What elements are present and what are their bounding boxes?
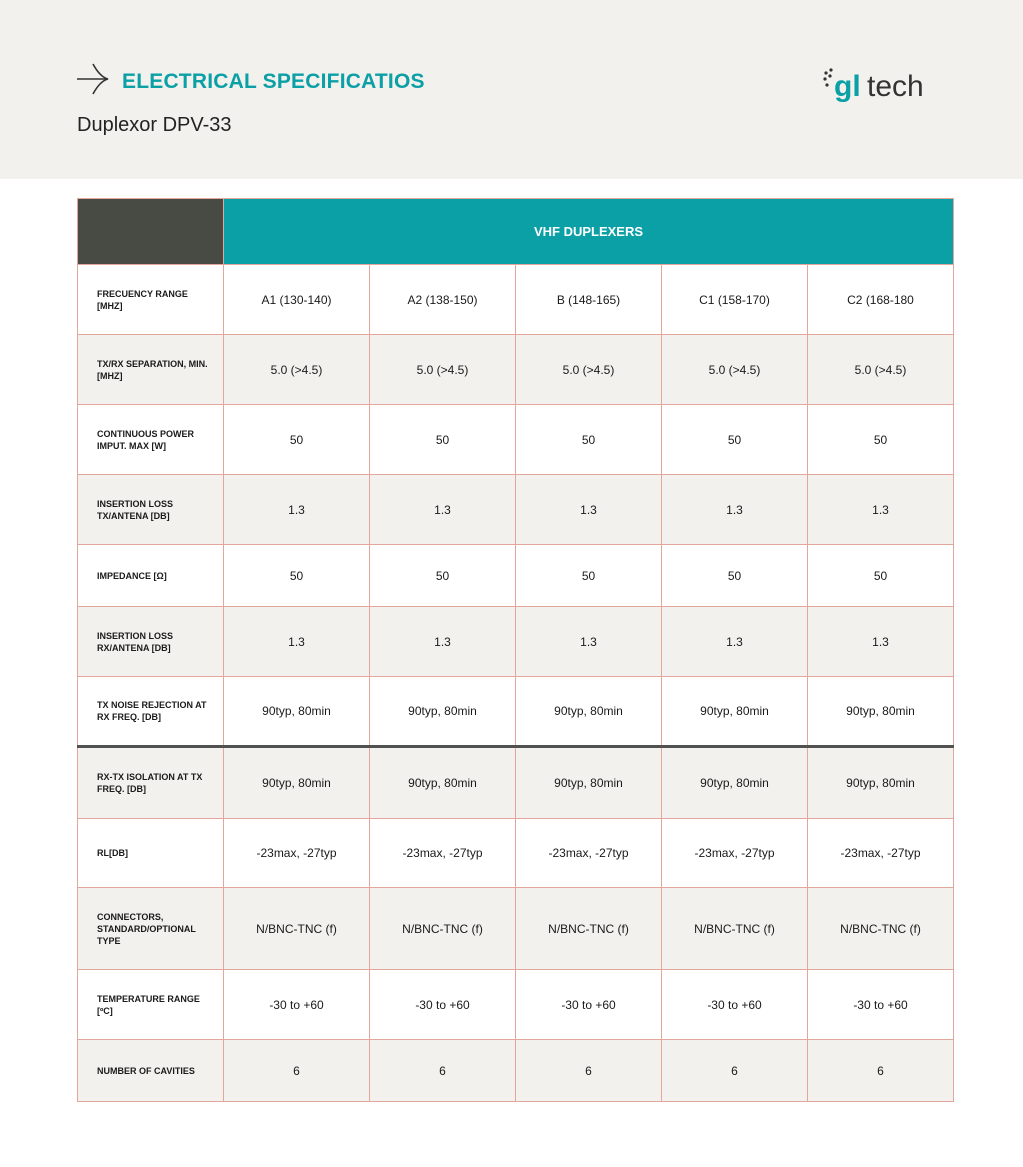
table-cell: 1.3 bbox=[808, 475, 954, 545]
table-cell: -23max, -27typ bbox=[662, 819, 808, 888]
table-row bbox=[78, 677, 954, 747]
row-label: RX-TX ISOLATION AT TX FREQ. [DB] bbox=[78, 747, 224, 819]
table-cell: 1.3 bbox=[808, 607, 954, 677]
table-row bbox=[78, 265, 954, 335]
row-label: CONTINUOUS POWER IMPUT. MAX [W] bbox=[78, 405, 224, 475]
table-row bbox=[78, 819, 954, 888]
table-cell: -23max, -27typ bbox=[516, 819, 662, 888]
table-cell: -23max, -27typ bbox=[370, 819, 516, 888]
page-subtitle: Duplexor DPV-33 bbox=[77, 114, 232, 136]
table-cell: 5.0 (>4.5) bbox=[516, 335, 662, 405]
row-label: INSERTION LOSS TX/ANTENA [DB] bbox=[78, 475, 224, 545]
table-cell: 90typ, 80min bbox=[516, 747, 662, 819]
table-cell: 50 bbox=[370, 405, 516, 475]
row-label: CONNECTORS, STANDARD/OPTIONAL TYPE bbox=[78, 888, 224, 970]
table-cell: 90typ, 80min bbox=[662, 747, 808, 819]
table-cell: 90typ, 80min bbox=[516, 677, 662, 747]
table-cell: -23max, -27typ bbox=[808, 819, 954, 888]
table-row bbox=[78, 970, 954, 1040]
table-cell: B (148-165) bbox=[516, 265, 662, 335]
table-cell: 50 bbox=[662, 405, 808, 475]
brand-logo bbox=[822, 64, 940, 108]
table-cell: -30 to +60 bbox=[224, 970, 370, 1040]
table-cell: 5.0 (>4.5) bbox=[224, 335, 370, 405]
table-cell: 90typ, 80min bbox=[224, 747, 370, 819]
table-cell: N/BNC-TNC (f) bbox=[516, 888, 662, 970]
table-cell: 1.3 bbox=[662, 607, 808, 677]
table-cell: -30 to +60 bbox=[370, 970, 516, 1040]
page-title: ELECTRICAL SPECIFICATIOS bbox=[122, 70, 425, 93]
row-label: TEMPERATURE RANGE [ºC] bbox=[78, 970, 224, 1040]
table-cell: 6 bbox=[808, 1040, 954, 1102]
table-cell: 6 bbox=[370, 1040, 516, 1102]
table-cell: N/BNC-TNC (f) bbox=[370, 888, 516, 970]
table-cell: 50 bbox=[370, 545, 516, 607]
table-cell: 1.3 bbox=[516, 475, 662, 545]
table-cell: 90typ, 80min bbox=[224, 677, 370, 747]
row-label: IMPEDANCE [Ω] bbox=[78, 545, 224, 607]
table-row bbox=[78, 405, 954, 475]
table-cell: N/BNC-TNC (f) bbox=[662, 888, 808, 970]
table-row bbox=[78, 747, 954, 819]
row-label: FRECUENCY RANGE [MHZ] bbox=[78, 265, 224, 335]
table-cell: -23max, -27typ bbox=[224, 819, 370, 888]
table-cell: 6 bbox=[516, 1040, 662, 1102]
arrow-right-icon bbox=[76, 61, 110, 97]
table-cell: 50 bbox=[808, 545, 954, 607]
page-header bbox=[0, 0, 1023, 179]
table-cell: 90typ, 80min bbox=[370, 747, 516, 819]
table-cell: 50 bbox=[662, 545, 808, 607]
table-cell: C2 (168-180 bbox=[808, 265, 954, 335]
table-cell: 90typ, 80min bbox=[808, 747, 954, 819]
table-cell: 90typ, 80min bbox=[370, 677, 516, 747]
table-cell: N/BNC-TNC (f) bbox=[224, 888, 370, 970]
row-label: INSERTION LOSS RX/ANTENA [DB] bbox=[78, 607, 224, 677]
table-cell: 1.3 bbox=[662, 475, 808, 545]
table-cell: 90typ, 80min bbox=[808, 677, 954, 747]
table-cell: 1.3 bbox=[370, 607, 516, 677]
specifications-table bbox=[77, 198, 954, 1102]
table-cell: 1.3 bbox=[370, 475, 516, 545]
table-cell: A2 (138-150) bbox=[370, 265, 516, 335]
table-cell: 5.0 (>4.5) bbox=[370, 335, 516, 405]
table-cell: 1.3 bbox=[224, 475, 370, 545]
table-cell: 50 bbox=[224, 405, 370, 475]
table-cell: -30 to +60 bbox=[662, 970, 808, 1040]
table-cell: 5.0 (>4.5) bbox=[808, 335, 954, 405]
table-cell: 50 bbox=[224, 545, 370, 607]
svg-text:gl: gl bbox=[834, 70, 861, 103]
table-row bbox=[78, 1040, 954, 1102]
row-label: NUMBER OF CAVITIES bbox=[78, 1040, 224, 1102]
row-label: TX NOISE REJECTION AT RX FREQ. [DB] bbox=[78, 677, 224, 747]
row-label: TX/RX SEPARATION, MIN. [MHZ] bbox=[78, 335, 224, 405]
table-cell: -30 to +60 bbox=[516, 970, 662, 1040]
table-cell: 6 bbox=[224, 1040, 370, 1102]
table-row bbox=[78, 888, 954, 970]
table-cell: 1.3 bbox=[516, 607, 662, 677]
row-label: RL[DB] bbox=[78, 819, 224, 888]
table-cell: 50 bbox=[516, 405, 662, 475]
table-row bbox=[78, 475, 954, 545]
table-cell: C1 (158-170) bbox=[662, 265, 808, 335]
table-cell: 90typ, 80min bbox=[662, 677, 808, 747]
table-cell: 50 bbox=[808, 405, 954, 475]
table-cell: A1 (130-140) bbox=[224, 265, 370, 335]
table-cell: 1.3 bbox=[224, 607, 370, 677]
group-header: VHF DUPLEXERS bbox=[224, 199, 954, 265]
table-cell: 50 bbox=[516, 545, 662, 607]
svg-text:tech: tech bbox=[867, 70, 924, 103]
table-cell: N/BNC-TNC (f) bbox=[808, 888, 954, 970]
table-corner-cell bbox=[78, 199, 224, 265]
table-row bbox=[78, 607, 954, 677]
table-cell: -30 to +60 bbox=[808, 970, 954, 1040]
table-cell: 6 bbox=[662, 1040, 808, 1102]
table-row bbox=[78, 545, 954, 607]
table-row bbox=[78, 335, 954, 405]
table-cell: 5.0 (>4.5) bbox=[662, 335, 808, 405]
